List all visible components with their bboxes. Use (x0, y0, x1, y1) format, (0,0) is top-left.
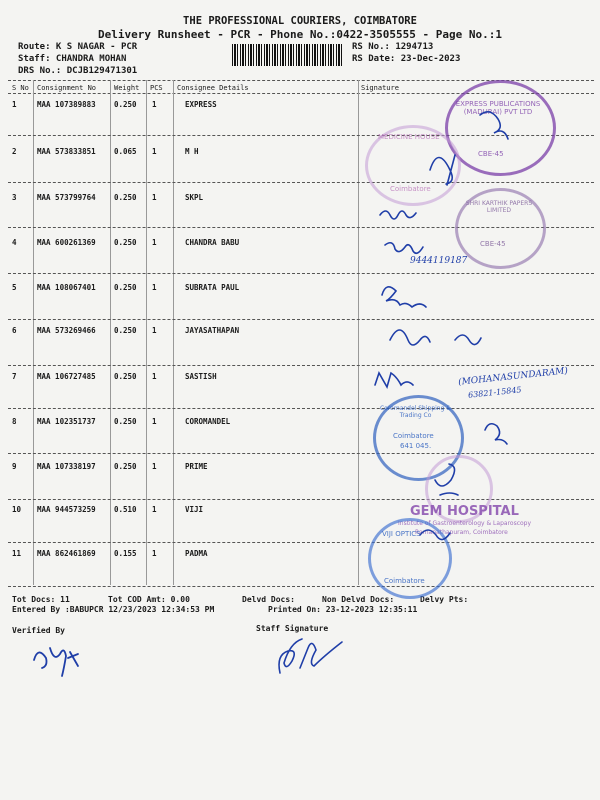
row-consignment: MAA 102351737 (37, 417, 96, 426)
row-sno: 7 (12, 372, 17, 381)
row-pcs: 1 (152, 100, 157, 109)
row-consignee: PADMA (185, 549, 208, 558)
handwritten-name: (MOHANASUNDARAM) (457, 366, 569, 388)
delvd-docs: Delvd Docs: (242, 595, 295, 604)
row-consignment: MAA 573833851 (37, 147, 96, 156)
signature-4 (385, 243, 423, 254)
tot-cod: Tot COD Amt: 0.00 (108, 595, 190, 604)
medicine-stamp-text: MEDICINE HOUSE (378, 133, 440, 141)
row-pcs: 1 (152, 326, 157, 335)
staff-signature-label: Staff Signature (256, 624, 329, 633)
signature-2 (430, 155, 455, 185)
gem-hospital-line2: Institute of Gastroenterology & Laparoscopy (398, 520, 532, 527)
viji-optics-stamp-city: Coimbatore (384, 577, 425, 585)
row-weight: 0.250 (114, 193, 137, 202)
handwritten-phone: 9444119187 (410, 256, 468, 266)
entered-by: Entered By :BABUPCR 12/23/2023 12:34:53 PM (12, 605, 215, 614)
rs-date: RS Date: 23-Dec-2023 (352, 54, 461, 64)
signature-8 (485, 424, 507, 444)
signatures-column (360, 95, 590, 595)
row-sno: 6 (12, 326, 17, 335)
express-stamp-city: CBE-45 (478, 150, 504, 158)
col-divider (173, 80, 174, 585)
gem-hospital-stamp: GEM HOSPITAL (410, 504, 519, 519)
row-sno: 9 (12, 462, 17, 471)
delvy-pts: Delvy Pts: (420, 595, 469, 604)
row-pcs: 1 (152, 505, 157, 514)
gem-hospital-line3: Ramanathapuram, Coimbatore (415, 529, 508, 536)
printed-on: Printed On: 23-12-2023 12:35:11 (268, 605, 418, 614)
row-pcs: 1 (152, 462, 157, 471)
row-consignee: VIJI (185, 505, 204, 514)
row-pcs: 1 (152, 549, 157, 558)
col-consignee: Consignee Details (177, 84, 249, 92)
coromandel-stamp-text: Coromandel Shipping & Trading Co (379, 405, 452, 419)
row-consignee: PRIME (185, 462, 208, 471)
non-delvd-docs: Non Delvd Docs: (322, 595, 395, 604)
col-consignment: Consignment No (37, 84, 97, 92)
row-pcs: 1 (152, 417, 157, 426)
company-title: THE PROFESSIONAL COURIERS, COIMBATORE (183, 15, 417, 27)
row-weight: 0.250 (114, 372, 137, 381)
row-weight: 0.250 (114, 417, 137, 426)
row-sno: 11 (12, 549, 22, 558)
row-consignment: MAA 107389883 (37, 100, 96, 109)
row-pcs: 1 (152, 147, 157, 156)
signature-6 (390, 330, 481, 345)
signature-9 (435, 464, 458, 495)
runsheet-subtitle: Delivery Runsheet - PCR - Phone No.:0422-3505555 - Page No.:1 (98, 28, 502, 41)
row-consignment: MAA 944573259 (37, 505, 96, 514)
route-label: Route: K S NAGAR - PCR (18, 42, 138, 52)
row-pcs: 1 (152, 193, 157, 202)
row-sno: 4 (12, 238, 17, 247)
row-consignee: SASTISH (185, 372, 217, 381)
viji-optics-stamp-text: VIJI OPTICS (382, 530, 421, 538)
staff-signature (270, 628, 360, 683)
row-consignee: CHANDRA BABU (185, 238, 240, 247)
row-weight: 0.250 (114, 283, 137, 292)
row-weight: 0.510 (114, 505, 137, 514)
col-signature: Signature (361, 84, 399, 92)
signature-1 (480, 112, 508, 139)
col-divider (358, 80, 359, 585)
row-consignee: SUBRATA PAUL (185, 283, 240, 292)
drs-label: DRS No.: DCJB129471301 (18, 66, 138, 76)
row-weight: 0.155 (114, 549, 137, 558)
signature-7 (375, 373, 413, 387)
row-sno: 3 (12, 193, 17, 202)
col-divider (33, 80, 34, 585)
verified-signature (30, 640, 90, 680)
coromandel-stamp-pin: 641 045. (400, 442, 432, 450)
col-pcs: PCS (150, 84, 163, 92)
row-consignment: MAA 600261369 (37, 238, 96, 247)
row-consignee: M H (185, 147, 199, 156)
signature-10 (420, 530, 450, 540)
row-weight: 0.065 (114, 147, 137, 156)
express-stamp-text: EXPRESS PUBLICATIONS (MADURAI) PVT LTD (455, 100, 541, 116)
row-sno: 2 (12, 147, 17, 156)
coromandel-stamp-city: Coimbatore (393, 432, 434, 440)
tot-docs: Tot Docs: 11 (12, 595, 70, 604)
row-weight: 0.250 (114, 326, 137, 335)
row-consignment: MAA 862461869 (37, 549, 96, 558)
row-sno: 1 (12, 100, 17, 109)
row-sno: 8 (12, 417, 17, 426)
col-weight: Weight (114, 84, 140, 92)
verified-by-label: Verified By (12, 626, 65, 635)
col-divider (110, 80, 111, 585)
signature-3 (380, 211, 416, 219)
row-weight: 0.250 (114, 238, 137, 247)
karthik-stamp-text: SHRI KARTHIK PAPERS LIMITED (465, 200, 533, 214)
handwritten-phone-2: 63821-15845 (467, 385, 522, 400)
col-sno: S No (12, 84, 29, 92)
row-sno: 10 (12, 505, 22, 514)
col-divider (146, 80, 147, 585)
row-consignee: COROMANDEL (185, 417, 231, 426)
karthik-stamp-city: CBE-45 (480, 240, 506, 248)
medicine-stamp-city: Coimbatore (390, 185, 431, 193)
row-weight: 0.250 (114, 100, 137, 109)
row-pcs: 1 (152, 283, 157, 292)
row-consignee: SKPL (185, 193, 204, 202)
row-consignee: JAYASATHAPAN (185, 326, 240, 335)
row-pcs: 1 (152, 238, 157, 247)
staff-label: Staff: CHANDRA MOHAN (18, 54, 127, 64)
rs-number: RS No.: 1294713 (352, 42, 434, 52)
row-pcs: 1 (152, 372, 157, 381)
row-consignment: MAA 573799764 (37, 193, 96, 202)
row-consignment: MAA 107338197 (37, 462, 96, 471)
row-consignment: MAA 573269466 (37, 326, 96, 335)
row-consignment: MAA 108067401 (37, 283, 96, 292)
row-weight: 0.250 (114, 462, 137, 471)
row-consignee: EXPRESS (185, 100, 217, 109)
signature-5 (382, 287, 426, 307)
barcode (232, 44, 344, 66)
row-consignment: MAA 106727485 (37, 372, 96, 381)
row-sno: 5 (12, 283, 17, 292)
